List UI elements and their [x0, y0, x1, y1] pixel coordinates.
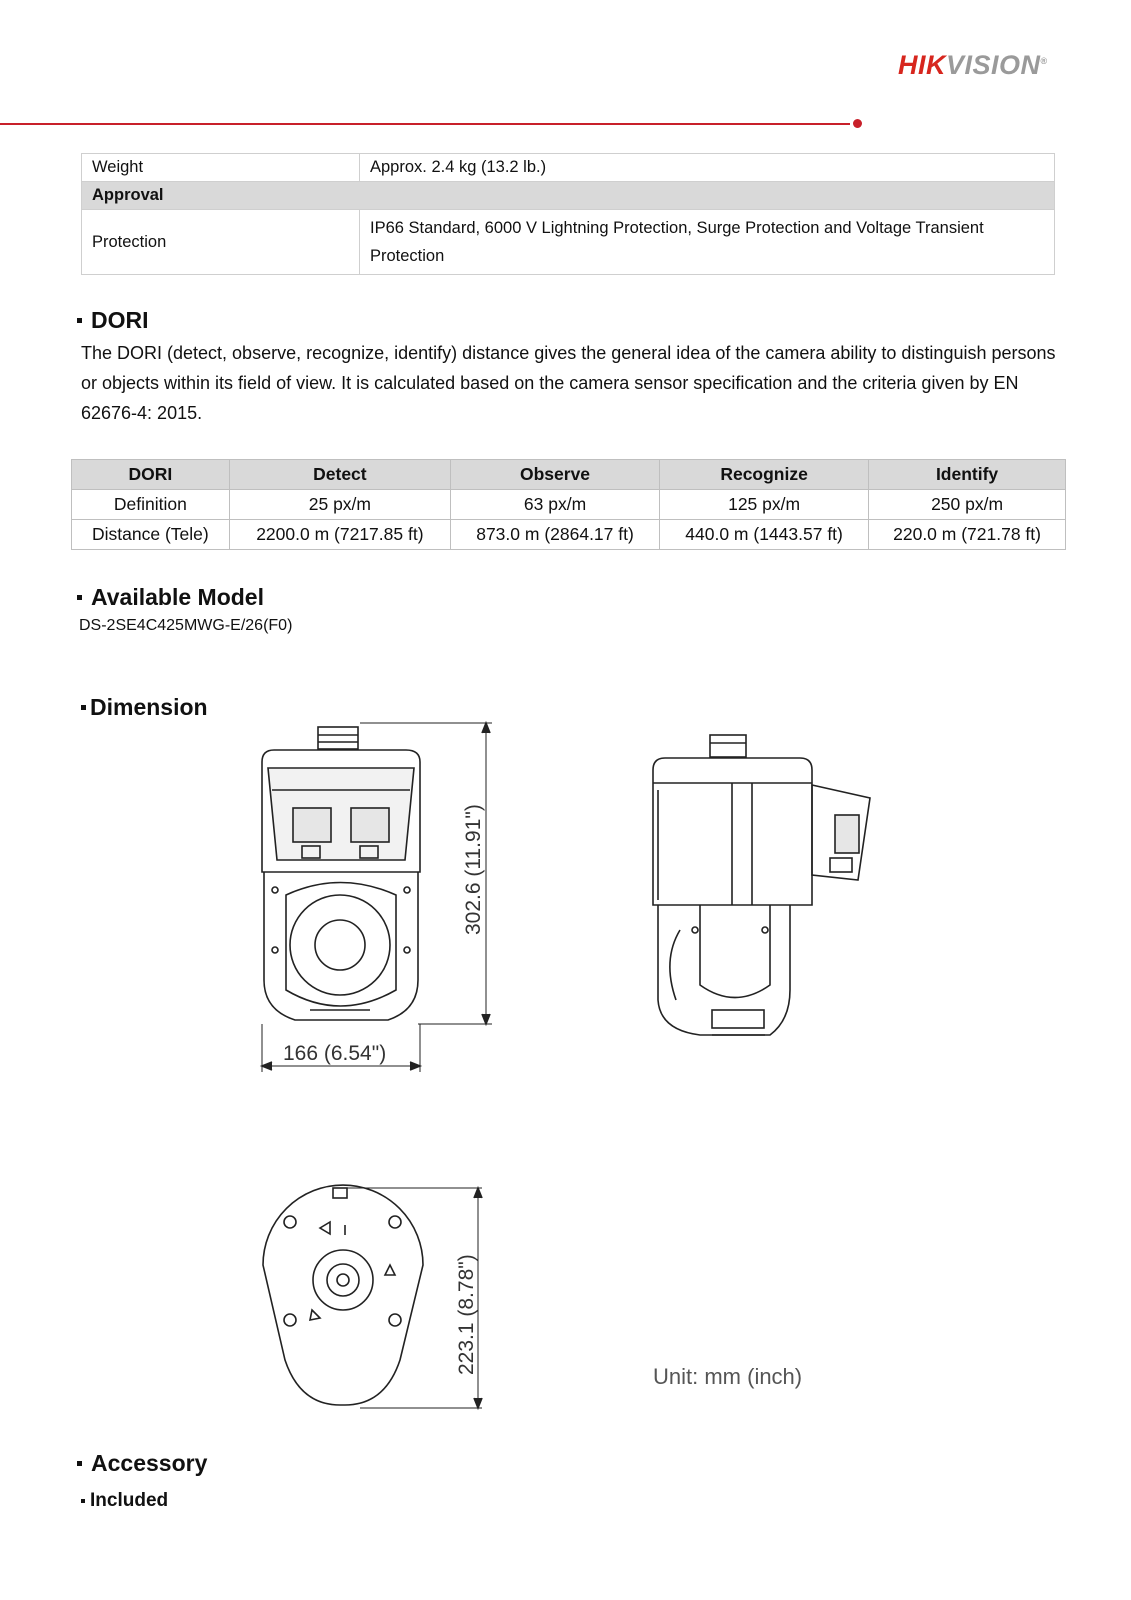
bullet-icon — [81, 1499, 85, 1503]
dori-cell: Definition — [72, 490, 230, 520]
included-heading-text: Included — [90, 1490, 169, 1511]
logo-vision: VISION — [946, 50, 1041, 80]
dori-header-cell: DORI — [72, 460, 230, 490]
dori-header-cell: Identify — [869, 460, 1066, 490]
camera-side-view — [653, 735, 870, 1035]
dori-cell: 250 px/m — [869, 490, 1066, 520]
spec-value: Approx. 2.4 kg (13.2 lb.) — [360, 154, 1055, 182]
dori-header-cell: Recognize — [660, 460, 869, 490]
dori-cell: 440.0 m (1443.57 ft) — [660, 520, 869, 550]
width-dimension-label: 166 (6.54") — [283, 1042, 387, 1065]
spec-section-label: Approval — [82, 182, 1055, 210]
spec-label: Weight — [82, 154, 360, 182]
unit-label: Unit: mm (inch) — [653, 1364, 803, 1389]
included-heading — [81, 1490, 168, 1512]
dori-header-cell: Detect — [229, 460, 450, 490]
logo-hik: HIK — [898, 50, 946, 80]
model-number: DS-2SE4C425MWG-E/26(F0) — [79, 617, 293, 634]
dori-cell: 220.0 m (721.78 ft) — [869, 520, 1066, 550]
spec-value: IP66 Standard, 6000 V Lightning Protection, Surge Protection and Voltage Transient Protection — [360, 210, 1055, 275]
camera-top-view — [263, 1185, 482, 1408]
bullet-icon — [77, 1461, 82, 1466]
dori-cell: 2200.0 m (7217.85 ft) — [229, 520, 450, 550]
available-model-heading-text: Available Model — [91, 584, 264, 610]
dori-heading-text: DORI — [91, 307, 149, 333]
dori-cell: 873.0 m (2864.17 ft) — [451, 520, 660, 550]
dori-cell: 25 px/m — [229, 490, 450, 520]
dori-cell: 125 px/m — [660, 490, 869, 520]
camera-front-view — [262, 723, 492, 1072]
spec-label: Protection — [82, 210, 360, 275]
accessory-heading — [77, 1450, 207, 1477]
dori-description: The DORI (detect, observe, recognize, identify) distance gives the general idea of the camera ability to distinguish persons or objects within its field of view. It is calculated based on the camera sensor specification and the criteria given by EN 62676-4: 2015. — [81, 343, 1056, 423]
dimension-heading-text: Dimension — [90, 694, 208, 720]
top-dimension-label: 223.1 (8.78") — [455, 1254, 478, 1375]
dori-header-cell: Observe — [451, 460, 660, 490]
logo-mark: ® — [1040, 56, 1048, 66]
accessory-heading-text: Accessory — [91, 1450, 208, 1476]
dori-cell: 63 px/m — [451, 490, 660, 520]
dori-cell: Distance (Tele) — [72, 520, 230, 550]
height-dimension-label: 302.6 (11.91") — [462, 804, 485, 935]
